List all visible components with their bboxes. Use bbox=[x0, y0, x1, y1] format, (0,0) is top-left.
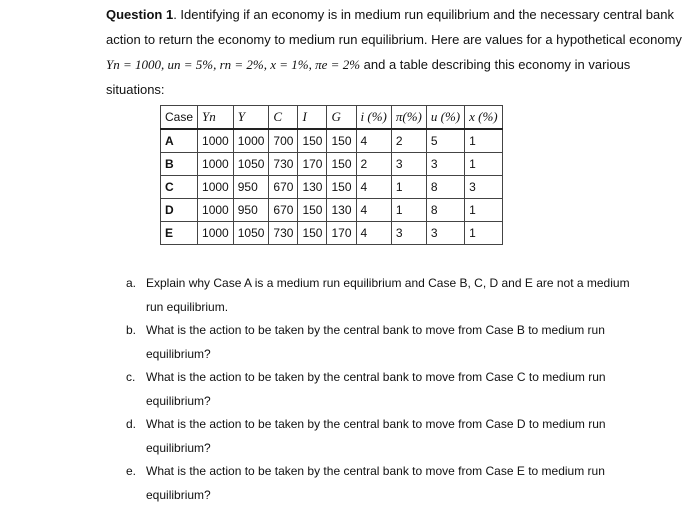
table-cell: 170 bbox=[327, 222, 356, 245]
table-cell: 150 bbox=[298, 222, 327, 245]
table-cell: 1050 bbox=[233, 153, 269, 176]
sub-question-text: What is the action to be taken by the central bank to move from Case C to medium run equilibrium? bbox=[146, 370, 606, 408]
table-cell: 1 bbox=[465, 222, 503, 245]
table-cell: 2 bbox=[356, 153, 391, 176]
table-header-cell: Y bbox=[233, 106, 269, 130]
table-row bbox=[161, 129, 503, 153]
table-row bbox=[161, 176, 503, 199]
table-header-cell: π(%) bbox=[391, 106, 426, 130]
table-cell: 150 bbox=[327, 153, 356, 176]
question-intro bbox=[106, 2, 692, 102]
table-header-cell: G bbox=[327, 106, 356, 130]
table-case-cell: B bbox=[161, 153, 198, 176]
table-cell: 5 bbox=[426, 129, 464, 153]
table-row bbox=[161, 153, 503, 176]
table-cell: 3 bbox=[426, 153, 464, 176]
table-header-cell: Case bbox=[161, 106, 198, 130]
question-values-math: Yn = 1000, un = 5%, rn = 2%, x = 1%, πe = 2% bbox=[106, 57, 361, 72]
sub-question-letter: a. bbox=[126, 276, 137, 290]
table-cell: 1000 bbox=[198, 153, 234, 176]
economy-table bbox=[160, 105, 503, 245]
sub-question-letter: c. bbox=[126, 370, 136, 384]
sub-question-list bbox=[126, 272, 646, 507]
table-cell: 1000 bbox=[198, 129, 234, 153]
sub-question-text: What is the action to be taken by the central bank to move from Case B to medium run equilibrium? bbox=[146, 323, 605, 361]
table-cell: 4 bbox=[356, 176, 391, 199]
table-cell: 8 bbox=[426, 176, 464, 199]
table-cell: 150 bbox=[298, 199, 327, 222]
table-cell: 4 bbox=[356, 222, 391, 245]
table-cell: 1000 bbox=[198, 199, 234, 222]
table-cell: 3 bbox=[391, 222, 426, 245]
table-case-cell: A bbox=[161, 129, 198, 153]
list-item bbox=[126, 319, 646, 366]
table-cell: 3 bbox=[391, 153, 426, 176]
sub-question-text: What is the action to be taken by the central bank to move from Case E to medium run equilibrium? bbox=[146, 464, 605, 502]
table-header-cell: C bbox=[269, 106, 298, 130]
sub-question-letter: d. bbox=[126, 417, 137, 431]
question-text-before: . Identifying if an economy is in medium run equilibrium and the necessary central bank action to return the economy to medium run equilibrium. Here are values for a hypothetical economy bbox=[106, 7, 682, 47]
table-cell: 1 bbox=[391, 199, 426, 222]
table-cell: 8 bbox=[426, 199, 464, 222]
table-header-cell: I bbox=[298, 106, 327, 130]
table-cell: 1050 bbox=[233, 222, 269, 245]
table-cell: 700 bbox=[269, 129, 298, 153]
table-row bbox=[161, 199, 503, 222]
table-case-cell: E bbox=[161, 222, 198, 245]
table-cell: 950 bbox=[233, 199, 269, 222]
table-cell: 150 bbox=[327, 176, 356, 199]
table-cell: 1000 bbox=[198, 222, 234, 245]
table-cell: 1 bbox=[465, 199, 503, 222]
table-cell: 730 bbox=[269, 153, 298, 176]
table-cell: 4 bbox=[356, 199, 391, 222]
table-cell: 670 bbox=[269, 176, 298, 199]
table-cell: 130 bbox=[327, 199, 356, 222]
table-case-cell: C bbox=[161, 176, 198, 199]
table-cell: 150 bbox=[298, 129, 327, 153]
list-item bbox=[126, 272, 646, 319]
table-cell: 1000 bbox=[233, 129, 269, 153]
sub-question-letter: b. bbox=[126, 323, 137, 337]
table-cell: 3 bbox=[426, 222, 464, 245]
table-body bbox=[161, 129, 503, 245]
question-text-after: and a table describing this economy in various situations: bbox=[106, 57, 631, 97]
table-cell: 1 bbox=[465, 129, 503, 153]
table-header-cell: x (%) bbox=[465, 106, 503, 130]
table-cell: 2 bbox=[391, 129, 426, 153]
question-heading: Question 1 bbox=[106, 7, 174, 22]
table-cell: 150 bbox=[327, 129, 356, 153]
table-case-cell: D bbox=[161, 199, 198, 222]
table-row bbox=[161, 222, 503, 245]
table-cell: 1 bbox=[465, 153, 503, 176]
table-cell: 4 bbox=[356, 129, 391, 153]
table-cell: 670 bbox=[269, 199, 298, 222]
table-cell: 3 bbox=[465, 176, 503, 199]
list-item bbox=[126, 413, 646, 460]
table-cell: 1 bbox=[391, 176, 426, 199]
table-cell: 950 bbox=[233, 176, 269, 199]
table-header-row bbox=[161, 106, 503, 130]
table-header-cell: i (%) bbox=[356, 106, 391, 130]
table-header-cell: Yn bbox=[198, 106, 234, 130]
table-header-cell: u (%) bbox=[426, 106, 464, 130]
table-cell: 130 bbox=[298, 176, 327, 199]
table-cell: 1000 bbox=[198, 176, 234, 199]
sub-question-text: Explain why Case A is a medium run equilibrium and Case B, C, D and E are not a medium run equilibrium. bbox=[146, 276, 630, 314]
sub-question-letter: e. bbox=[126, 464, 137, 478]
table-cell: 730 bbox=[269, 222, 298, 245]
table-cell: 170 bbox=[298, 153, 327, 176]
sub-question-text: What is the action to be taken by the central bank to move from Case D to medium run equilibrium? bbox=[146, 417, 606, 455]
list-item bbox=[126, 460, 646, 507]
list-item bbox=[126, 366, 646, 413]
